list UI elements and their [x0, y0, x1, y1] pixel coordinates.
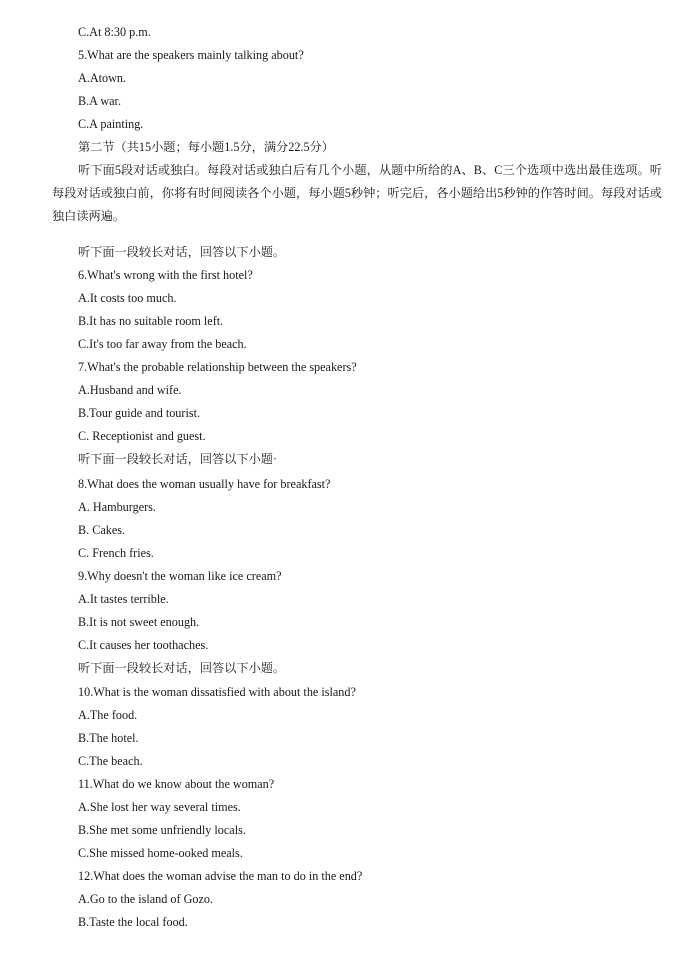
question-line: 5.What are the speakers mainly talking about?: [78, 48, 304, 62]
option-line: B.It is not sweet enough.: [78, 615, 200, 629]
option-line: C.A painting.: [78, 117, 144, 131]
option-line: C.She missed home-ooked meals.: [78, 846, 243, 860]
question-line: 12.What does the woman advise the man to do in the end?: [78, 869, 363, 883]
option-line: A.Go to the island of Gozo.: [78, 892, 214, 906]
option-line: B.It has no suitable room left.: [78, 314, 224, 328]
question-line: 11.What do we know about the woman?: [78, 777, 275, 791]
option-line: A. Hamburgers.: [78, 500, 156, 514]
question-line: 10.What is the woman dissatisfied with about the island?: [78, 685, 356, 699]
option-line: A.Atown.: [78, 71, 127, 85]
option-line: C.It's too far away from the beach.: [78, 337, 247, 351]
option-line: A.Husband and wife.: [78, 383, 182, 397]
question-line: 8.What does the woman usually have for breakfast?: [78, 477, 331, 491]
option-line: B.She met some unfriendly locals.: [78, 823, 246, 837]
option-line: A.It tastes terrible.: [78, 592, 169, 606]
option-line: A.It costs too much.: [78, 291, 177, 305]
option-line: B.The hotel.: [78, 731, 139, 745]
option-line: A.She lost her way several times.: [78, 800, 241, 814]
question-line: 9.Why doesn't the woman like ice cream?: [78, 569, 282, 583]
option-line: C.It causes her toothaches.: [78, 638, 209, 652]
option-line: C.The beach.: [78, 754, 143, 768]
option-line: B.A war.: [78, 94, 121, 108]
option-line: B.Taste the local food.: [78, 915, 188, 929]
option-line: C. Receptionist and guest.: [78, 429, 206, 443]
section-heading: 第二节（共15小题；每小题1.5分，满分22.5分）: [78, 140, 334, 154]
question-line: 7.What's the probable relationship between the speakers?: [78, 360, 357, 374]
option-line: C. French fries.: [78, 546, 154, 560]
option-line: B.Tour guide and tourist.: [78, 406, 201, 420]
section-instruction: 听下面一段较长对话，回答以下小题。: [78, 661, 286, 675]
section-instruction: 听下面一段较长对话，回答以下小题·: [78, 452, 278, 466]
option-line: B. Cakes.: [78, 523, 126, 537]
question-line: 6.What's wrong with the first hotel?: [78, 268, 253, 282]
option-line: C.At 8:30 p.m.: [78, 25, 151, 39]
section-instruction: 听下面一段较长对话，回答以下小题。: [78, 245, 286, 259]
instruction-paragraph: 听下面5段对话或独白。每段对话或独白后有几个小题，从题中所给的A、B、C三个选项中选出最佳选项。听每段对话或独白前，你将有时间阅读各个小题，每小题5秒钟；听完后，各小题给出5秒钟的作答时间。每段对话或独白读两遍。: [52, 163, 662, 224]
option-line: A.The food.: [78, 708, 138, 722]
